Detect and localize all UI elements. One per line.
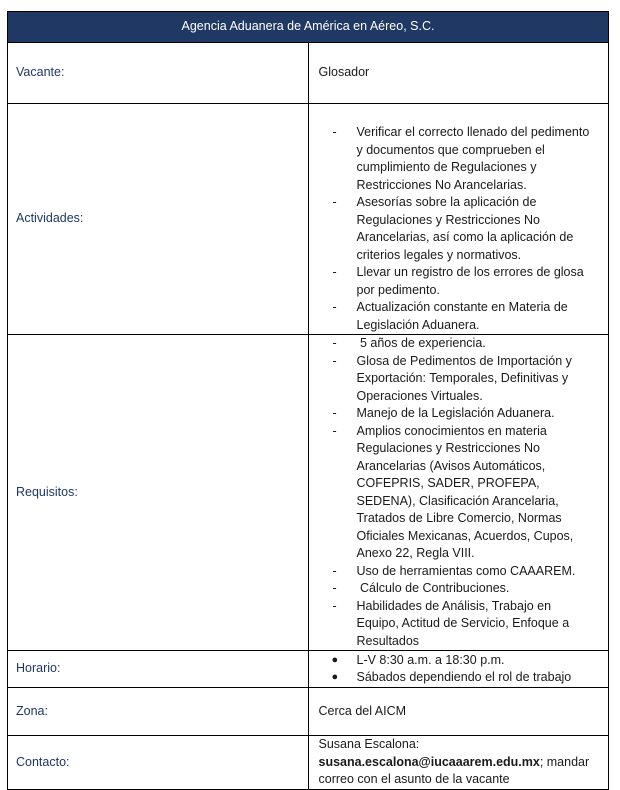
vacante-label: Vacante: [8,43,309,104]
actividades-row [8,104,609,335]
list-item: - Uso de herramientas como CAAAREM. [319,563,595,581]
contact-email-link[interactable]: susana.escalona@iucaaarem.edu.mx [318,754,540,769]
list-item: - Manejo de la Legislación Aduanera. [319,405,595,423]
list-item: - Amplios conocimientos en materia Regulaciones y Restricciones No Arancelarias (Avisos Automáticos, COFEPRIS, SADER, PROFEPA, SEDENA), Clasificación Arancelaria, Tratados de Libre Comercio, Normas Oficiales Mexicanas, Acuerdos, Cupos, Anexo 22, Regla VIII. [332,423,574,560]
dash-bullet: - [332,195,337,209]
contacto-row [8,736,609,790]
list-item: - Habilidades de Análisis, Trabajo en Equipo, Actitud de Servicio, Enfoque a Resultados [332,598,570,648]
contacto-label: Contacto: [8,736,309,790]
vacante-row [8,43,609,104]
contact-name: Susana Escalona: [318,737,420,751]
dash-bullet: - [332,300,337,314]
horario-list [319,652,595,687]
list-item: - Actualización constante en Materia de Legislación Aduanera. [332,300,568,332]
list-item: - Asesorías sobre la aplicación de Regulaciones y Restricciones No Arancelarias, así como la aplicación de criterios legales y normativos. [332,195,574,262]
header-row [8,12,609,43]
zona-value: Cerca del AICM [308,688,609,736]
list-item: ● Sábados dependiendo el rol de trabajo [319,669,595,687]
list-item: ● L-V 8:30 a.m. a 18:30 p.m. [319,652,595,670]
dot-bullet: ● [331,653,339,666]
job-posting-table [7,11,609,790]
dash-bullet: - [332,125,337,139]
contacto-cell [308,736,609,790]
dash-bullet: - [332,423,337,438]
dash-bullet: - [332,336,337,350]
dot-bullet: ● [331,671,339,683]
zona-label: Zona: [8,688,309,736]
dash-bullet: - [332,265,337,279]
company-title: Agencia Aduanera de América en Aéreo, S.C. [8,12,609,43]
dash-bullet: - [332,353,337,368]
dash-bullet: - [332,581,337,595]
requisitos-row [8,335,609,651]
requisitos-list [319,335,595,650]
requisitos-label: Requisitos: [8,335,309,651]
list-item: - Cálculo de Contribuciones. [319,580,595,598]
list-item: - Llevar un registro de los errores de glosa por pedimento. [332,265,584,297]
requisitos-cell [308,335,609,651]
list-item: - Verificar el correcto llenado del pedimento y documentos que comprueben el cumplimiento de Regulaciones y Restricciones No Arancelarias. [332,125,590,192]
dash-bullet: - [332,406,337,420]
actividades-list [319,124,595,334]
list-item: - Glosa de Pedimentos de Importación y Exportación: Temporales, Definitivas y Operaciones Virtuales. [332,353,572,403]
actividades-label: Actividades: [8,104,309,335]
list-item: - 5 años de experiencia. [319,335,595,353]
dash-bullet: - [332,563,337,578]
vacante-value: Glosador [308,43,609,104]
horario-cell [308,651,609,688]
actividades-cell [308,104,609,335]
dash-bullet: - [332,598,337,613]
zona-row [8,688,609,736]
contact-instructions: ; mandar correo con el asunto de la vacante [318,754,590,786]
horario-row [8,651,609,688]
horario-label: Horario: [8,651,309,688]
